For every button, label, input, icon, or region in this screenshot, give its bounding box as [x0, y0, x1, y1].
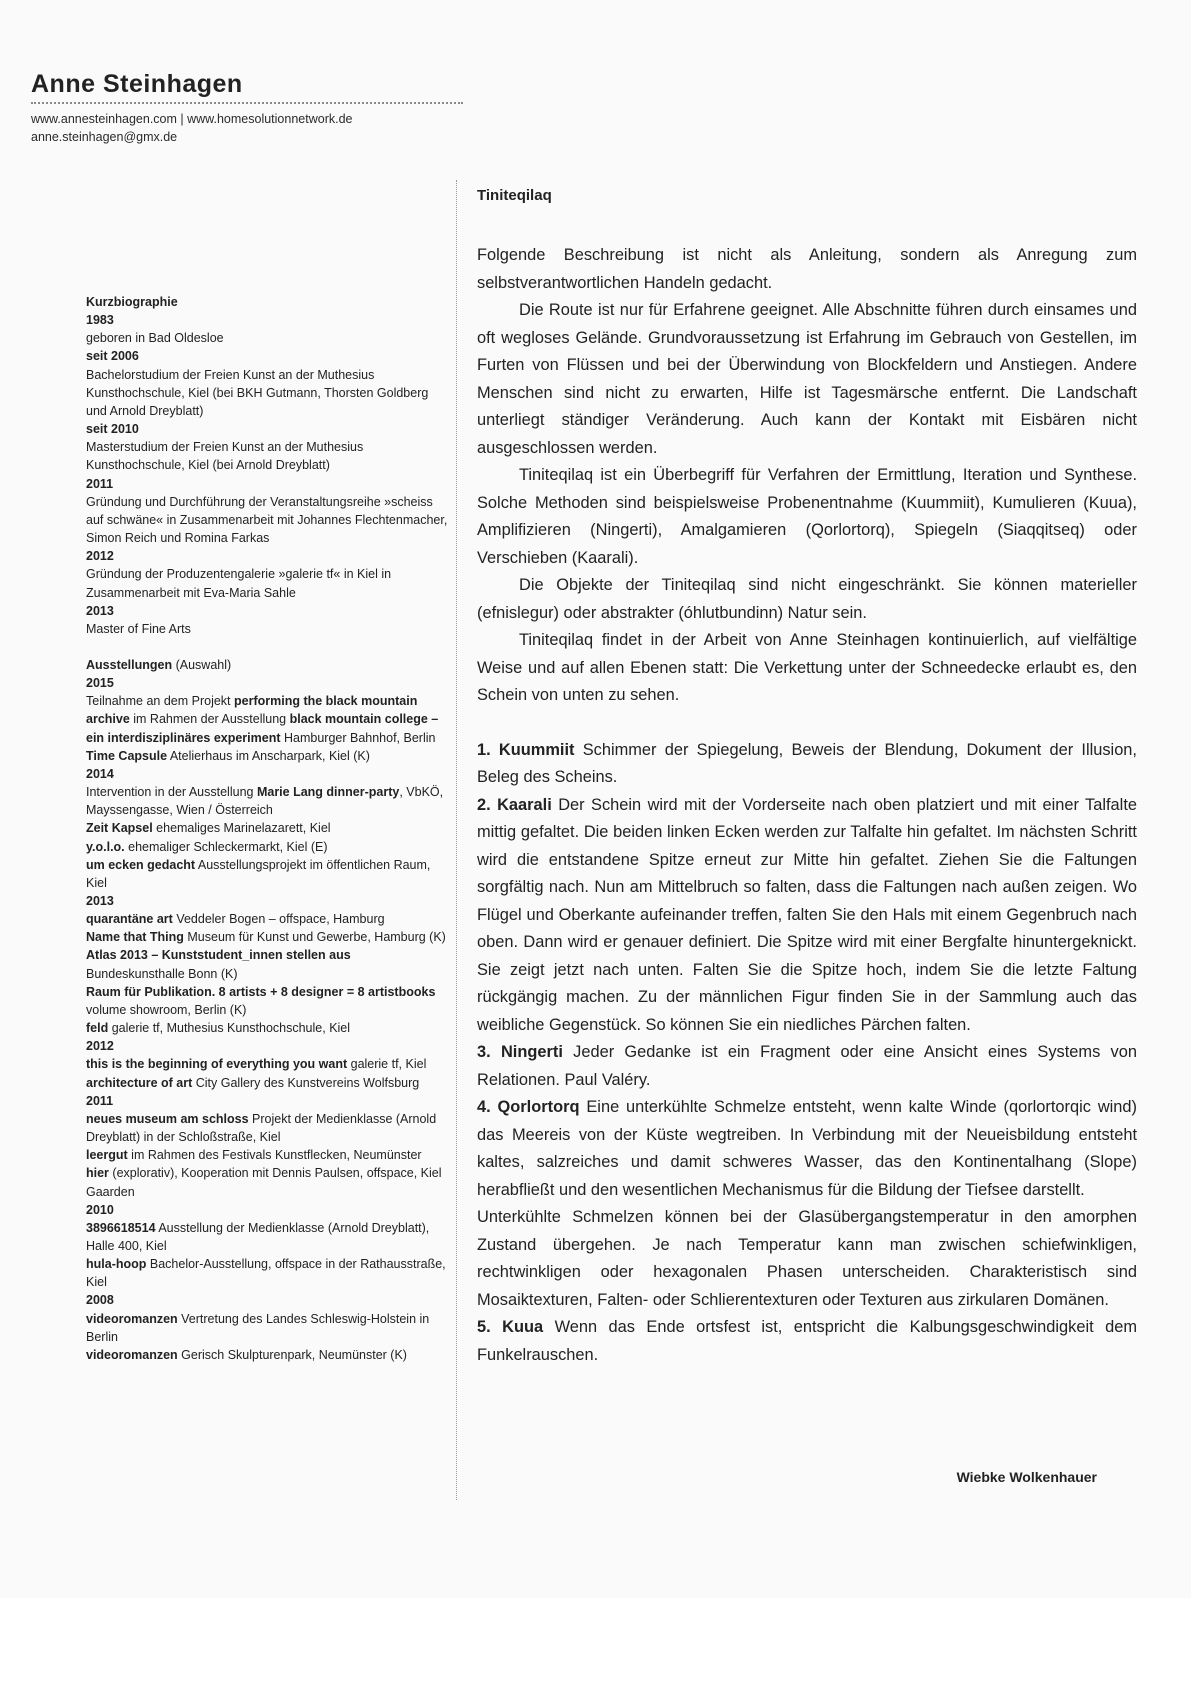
websites: www.annesteinhagen.com | www.homesolutionnetwork.de [31, 112, 353, 126]
numbered-item: 2. Kaarali Der Schein wird mit der Vorderseite nach oben platziert und mit einer Talfalte mittig gefaltet. Die beiden linken Ecken werden zur Talfalte hin gefaltet. Im nächsten Schritt wird die entstandene Spitze erneut zur Mitte hin gefaltet. Ziehen Sie die Faltungen sorgfältig nach. Nun am Mittelbruch so falten, dass die Faltungen nach außen zeigen. Wo Flügel und Oberkante aufeinander treffen, falten Sie den Hals mit einem Gegenbruch nach oben. Dann wird er genauer definiert. Die Spitze wird mit einer Bergfalte hinuntergeknickt. Sie zeigt jetzt nach unten. Falten Sie die Spitze hoch, indem Sie die letzte Faltung rückgängig machen. Zu der männlichen Figur finden Sie in der Sammlung auch das weibliche Gegenstück. So können Sie ein niedliches Pärchen falten. [477, 795, 1137, 1034]
exhibition-entry: neues museum am schloss Projekt der Medienklasse (Arnold Dreyblatt) in der Schloßstraße, Kiel [86, 1111, 437, 1145]
exhibition-entry: hier (explorativ), Kooperation mit Dennis Paulsen, offspace, Kiel Gaarden [86, 1166, 442, 1199]
artist-name: Anne Steinhagen [31, 70, 243, 98]
essay-body [477, 242, 1137, 1369]
paragraph: Unterkühlte Schmelzen können bei der Glasübergangstemperatur in den amorphen Zustand übergehen. Je nach Temperatur kann man zwischen schiefwinkligen, rechtwinkligen oder hexagonalen Phasen unterscheiden. Charakteristisch sind Mosaiktexturen, Falten- oder Schlierentexturen oder Texturen aus zirkularen Domänen. [477, 1208, 1137, 1309]
item-label: 2. Kaarali [477, 795, 552, 814]
exhibition-entry: Atlas 2013 – Kunststudent_innen stellen aus Bundeskunsthalle Bonn (K) [86, 948, 351, 981]
exhibition-year: 2014 [86, 766, 114, 781]
bio-year: 1983 [86, 313, 114, 328]
column-divider [456, 180, 457, 1500]
ausstellungen-title: Ausstellungen [86, 657, 173, 672]
exhibition-year: 2008 [86, 1293, 114, 1308]
paragraph: Die Route ist nur für Erfahrene geeignet. Alle Abschnitte führen durch einsames und oft wegloses Gelände. Grundvoraussetzung ist Erfahrung im Gebrauch von Gestellen, im Furten von Flüssen und bei der Überwindung von Blockfeldern und Anstiegen. Andere Menschen sind nicht zu erwarten, Hilfe ist Tagesmärsche entfernt. Die Landschaft unterliegt ständiger Veränderung. Auch kann der Kontakt mit Eisbären nicht ausgeschlossen werden. [477, 301, 1137, 457]
essay-column [477, 186, 1137, 1485]
bio-entry: Gründung der Produzentengalerie »galerie tf« in Kiel in Zusammenarbeit mit Eva-Maria Sahle [86, 567, 392, 600]
bio-year: 2013 [86, 603, 114, 618]
exhibition-entry: Raum für Publikation. 8 artists + 8 designer = 8 artistbooks volume showroom, Berlin (K) [86, 984, 436, 1017]
exhibition-entry: Zeit Kapsel ehemaliges Marinelazarett, Kiel [86, 821, 331, 836]
exhibition-entry: videoromanzen Gerisch Skulpturenpark, Neumünster (K) [86, 1347, 407, 1362]
email: anne.steinhagen@gmx.de [31, 130, 178, 144]
bio-entry: Gründung und Durchführung der Veranstaltungsreihe »scheiss auf schwäne« in Zusammenarbeit mit Johannes Flechtenmacher, Simon Reich und Romina Farkas [86, 494, 448, 546]
paragraph: Die Objekte der Tiniteqilaq sind nicht eingeschränkt. Sie können materieller (efnislegur) oder abstrakter (óhlutbundinn) Natur sein. [477, 576, 1137, 622]
numbered-item: 3. Ningerti Jeder Gedanke ist ein Fragment oder eine Ansicht eines Systems von Relationen. Paul Valéry. [477, 1043, 1137, 1089]
bio-year: 2012 [86, 549, 114, 564]
exhibition-entry: videoromanzen Vertretung des Landes Schleswig-Holstein in Berlin [86, 1311, 430, 1344]
biography-column [86, 293, 452, 1364]
paragraph: Tiniteqilaq ist ein Überbegriff für Verfahren der Ermittlung, Iteration und Synthese. Solche Methoden sind beispielsweise Probenentnahme (Kuummiit), Kumulieren (Kuua), Amplifizieren (Ningerti), Amalgamieren (Qorlortorq), Spiegeln (Siaqqitseq) oder Verschieben (Kaarali). [477, 466, 1137, 567]
ausstellungen-subtitle: (Auswahl) [175, 657, 232, 672]
header-divider [31, 102, 463, 104]
bio-entry: Bachelorstudium der Freien Kunst an der Muthesius Kunsthochschule, Kiel (bei BKH Gutmann, Thorsten Goldberg und Arnold Dreyblatt) [86, 367, 429, 418]
exhibition-entry: um ecken gedacht Ausstellungsprojekt im öffentlichen Raum, Kiel [86, 857, 431, 890]
exhibition-entry: architecture of art City Gallery des Kunstvereins Wolfsburg [86, 1075, 420, 1090]
exhibition-entry: Intervention in der Ausstellung Marie Lang dinner-party, VbKÖ, Mayssengasse, Wien / Österreich [86, 785, 444, 818]
exhibition-entry: this is the beginning of everything you want galerie tf, Kiel [86, 1057, 427, 1072]
exhibition-year: 2010 [86, 1202, 114, 1217]
numbered-item: 4. Qorlortorq Eine unterkühlte Schmelze entsteht, wenn kalte Winde (qorlortorqic wind) das Meereis von der Küste wegtreiben. In Verbindung mit der Neueisbildung entsteht kaltes, salzreiches und damit schweres Wasser, das den Kontinentalhang (Slope) herabfließt und den wesentlichen Mechanismus für die Bildung der Tiefsee darstellt. [477, 1098, 1137, 1199]
item-label: 1. Kuummiit [477, 740, 575, 759]
exhibition-entry: Teilnahme an dem Projekt performing the black mountain archive im Rahmen der Ausstellung black mountain college – ein interdisziplinäres experiment Hamburger Bahnhof, Berlin [86, 694, 439, 745]
exhibition-entry: 3896618514 Ausstellung der Medienklasse (Arnold Dreyblatt), Halle 400, Kiel [86, 1220, 430, 1253]
exhibition-entry: y.o.l.o. ehemaliger Schleckermarkt, Kiel (E) [86, 839, 328, 854]
essay-title: Tiniteqilaq [477, 187, 552, 204]
exhibition-entry: quarantäne art Veddeler Bogen – offspace, Hamburg [86, 912, 385, 927]
exhibition-year: 2015 [86, 676, 114, 691]
ausstellungen-heading [86, 656, 452, 674]
paragraph: Tiniteqilaq findet in der Arbeit von Anne Steinhagen kontinuierlich, auf vielfältige Weise und auf allen Ebenen statt: Die Verkettung unter der Schneedecke erlaubt es, den Schein von unten zu sehen. [477, 631, 1137, 704]
exhibition-entry: Name that Thing Museum für Kunst und Gewerbe, Hamburg (K) [86, 930, 446, 945]
bio-entry: Master of Fine Arts [86, 621, 191, 636]
item-label: 4. Qorlortorq [477, 1098, 580, 1116]
exhibition-entry: feld galerie tf, Muthesius Kunsthochschule, Kiel [86, 1021, 351, 1036]
exhibition-entry: leergut im Rahmen des Festivals Kunstflecken, Neumünster [86, 1148, 422, 1163]
bio-year: seit 2010 [86, 422, 139, 437]
exhibition-year: 2011 [86, 1093, 114, 1108]
exhibition-year: 2012 [86, 1039, 114, 1054]
item-label: 5. Kuua [477, 1318, 544, 1336]
numbered-item: 1. Kuummiit Schimmer der Spiegelung, Beweis der Blendung, Dokument der Illusion, Beleg des Scheins. [477, 740, 1137, 786]
kurzbiographie-heading: Kurzbiographie [86, 295, 178, 309]
bio-year: seit 2006 [86, 349, 139, 364]
item-label: 3. Ningerti [477, 1043, 563, 1061]
bio-entry: Masterstudium der Freien Kunst an der Muthesius Kunsthochschule, Kiel (bei Arnold Dreyblatt) [86, 440, 364, 473]
exhibition-year: 2013 [86, 894, 114, 908]
paragraph: Folgende Beschreibung ist nicht als Anleitung, sondern als Anregung zum selbstverantwortlichen Handeln gedacht. [477, 246, 1137, 292]
exhibition-entry: Time Capsule Atelierhaus im Anscharpark, Kiel (K) [86, 748, 370, 763]
essay-author: Wiebke Wolkenhauer [956, 1469, 1097, 1485]
exhibition-entry: hula-hoop Bachelor-Ausstellung, offspace in der Rathausstraße, Kiel [86, 1257, 446, 1290]
bio-entry: geboren in Bad Oldesloe [86, 331, 224, 346]
bio-year: 2011 [86, 476, 114, 491]
header [31, 70, 463, 146]
numbered-item: 5. Kuua Wenn das Ende ortsfest ist, entspricht die Kalbungsgeschwindigkeit dem Funkelrauschen. [477, 1318, 1137, 1364]
